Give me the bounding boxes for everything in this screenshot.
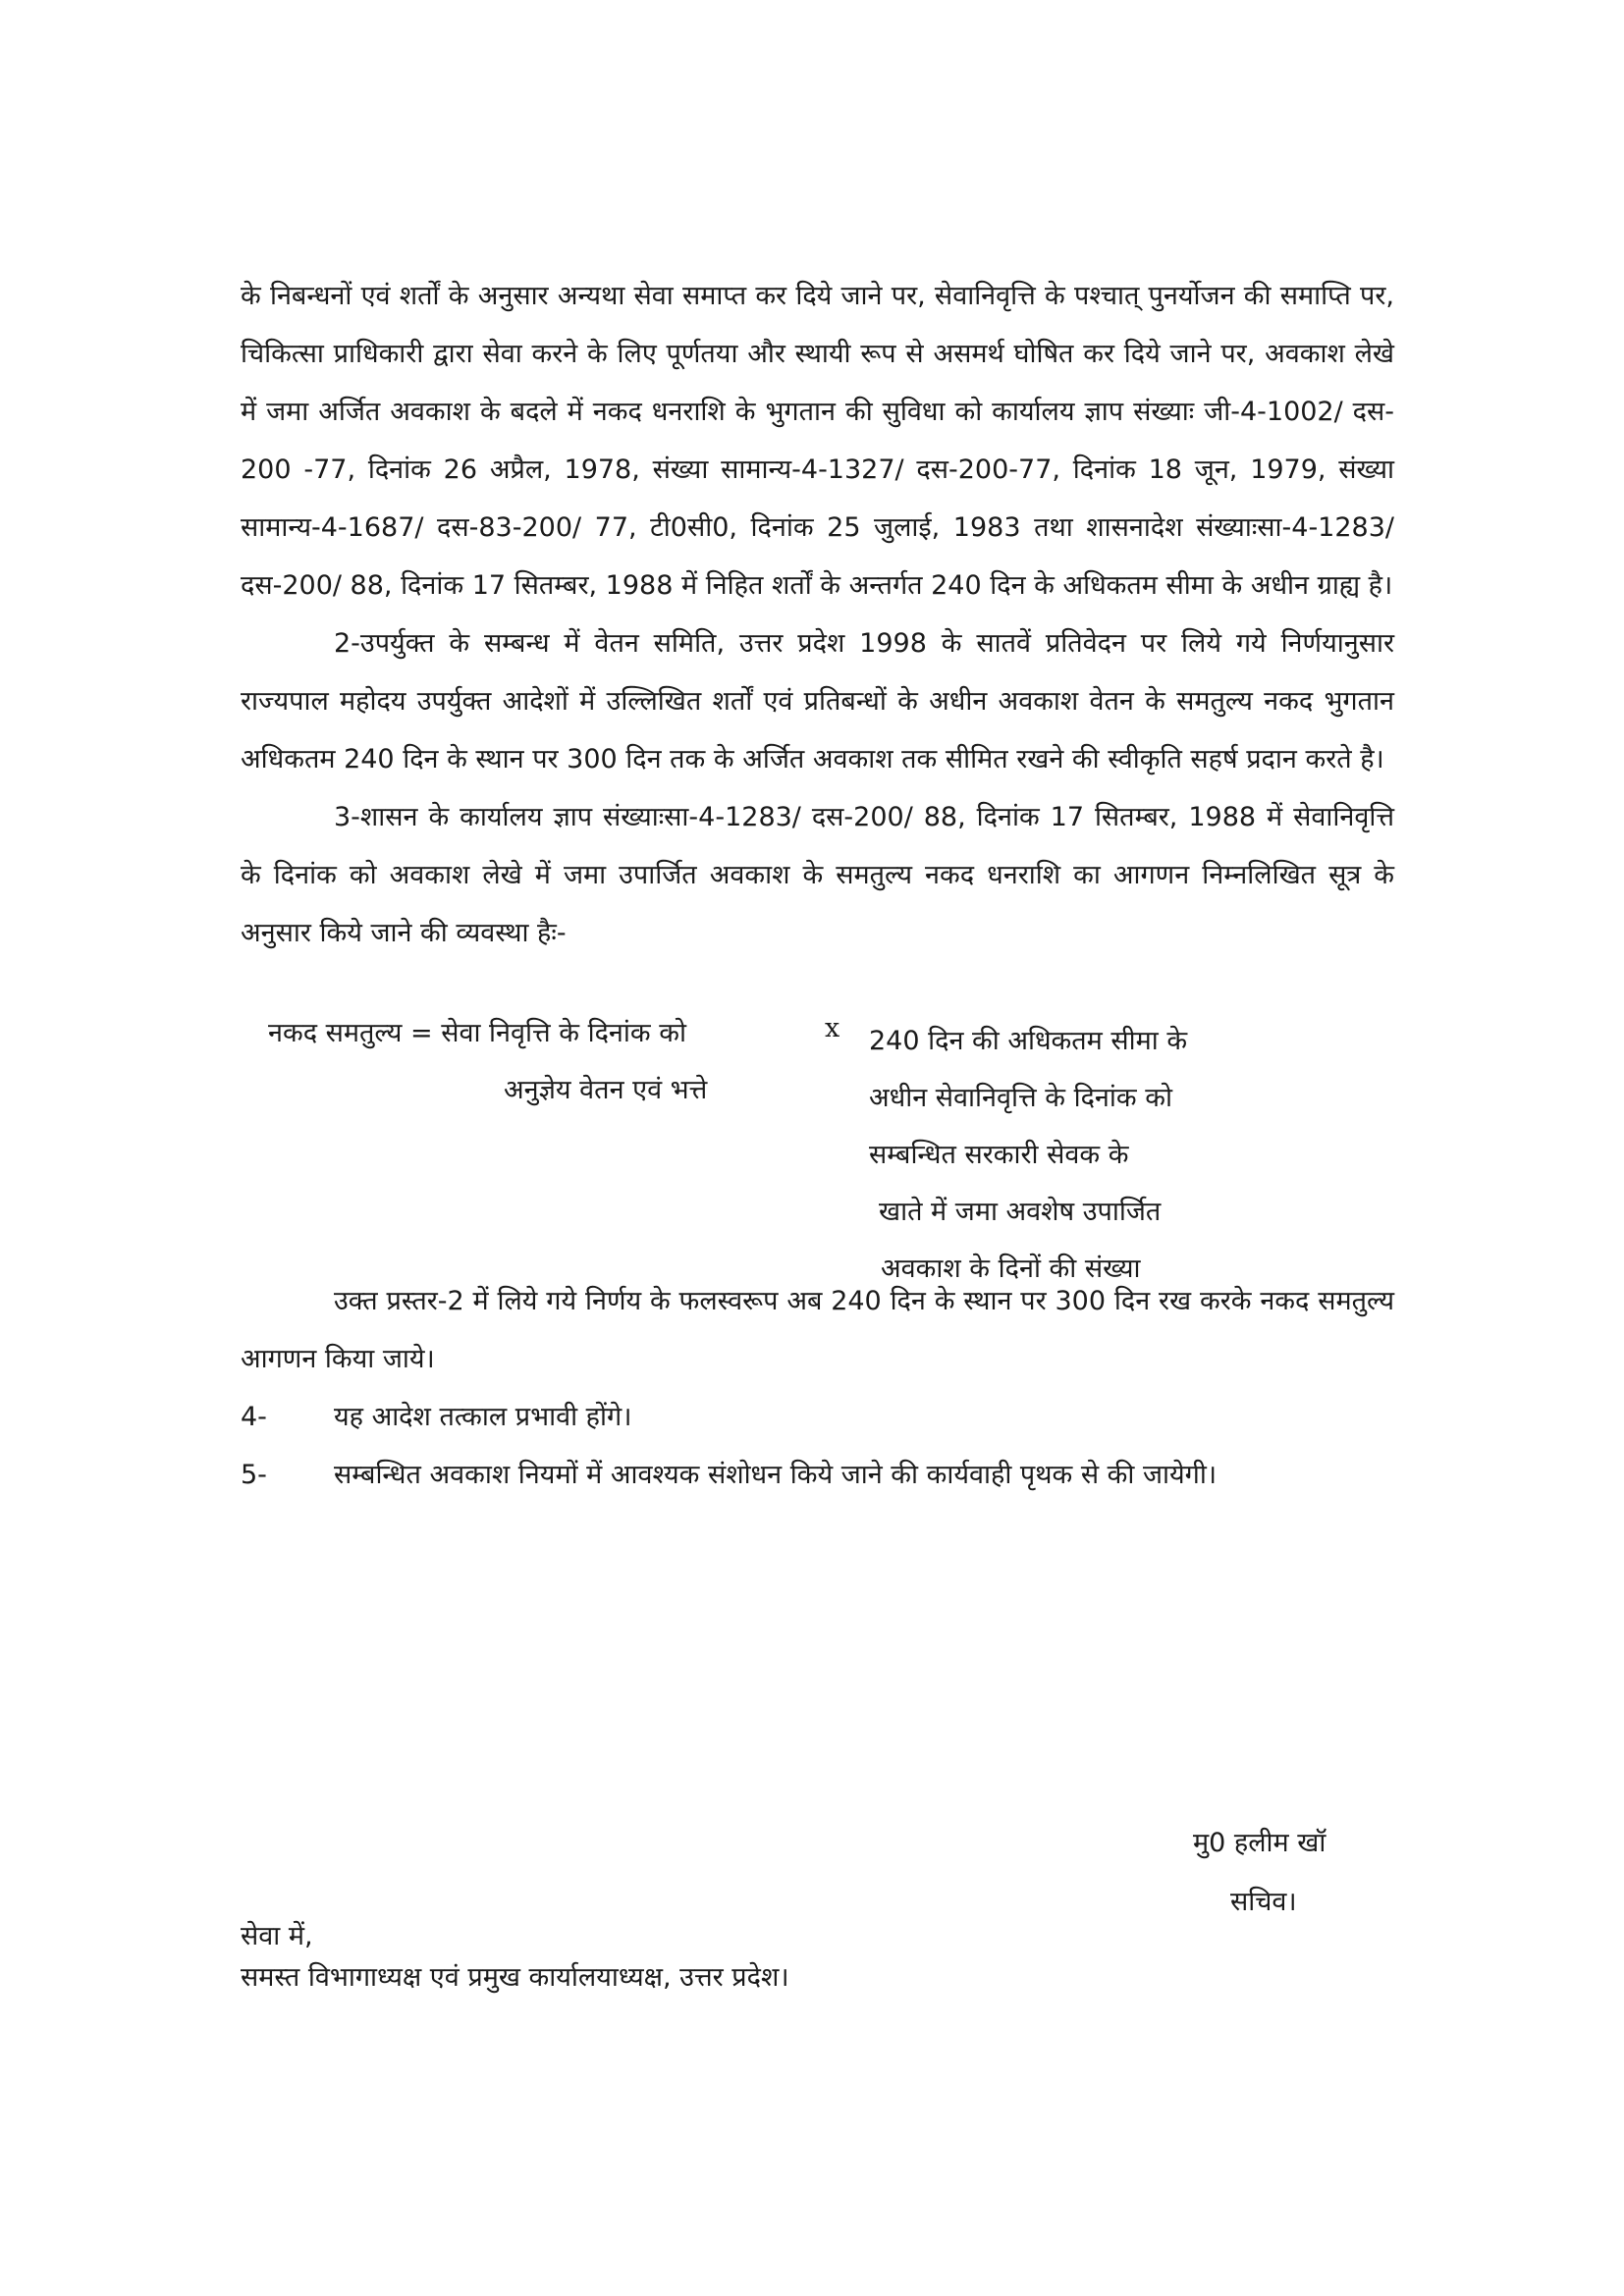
address-salutation: सेवा में,: [241, 1921, 313, 1951]
formula-block: [241, 1005, 1394, 1284]
address-block: [241, 1916, 789, 1999]
item-number: 4-: [241, 1402, 267, 1432]
numbered-item-4: [241, 1388, 1394, 1446]
formula-lhs: नकद समतुल्य = सेवा निवृत्ति के दिनांक को: [268, 1018, 686, 1048]
formula-multiply-operator: x: [825, 1013, 840, 1043]
signature-block: [1193, 1814, 1326, 1932]
signatory-name: मु0 हलीम खॉ: [1193, 1828, 1326, 1858]
address-recipients: समस्त विभागाध्यक्ष एवं प्रमुख कार्यालयाध्यक्ष, उत्तर प्रदेश।: [241, 1962, 789, 1993]
intro-paragraph: के निबन्धनों एवं शर्तों के अनुसार अन्यथा सेवा समाप्त कर दिये जाने पर, सेवानिवृत्ति के पश्चात् पुनर्योजन की समाप्ति पर, चिकित्सा प्राधिकारी द्वारा सेवा करने के लिए पूर्णतया और स्थायी रूप से असमर्थ घोषित कर दिये जाने पर, अवकाश लेखे में जमा अर्जित अवकाश के बदले में नकद धनराशि के भुगतान की सुविधा को कार्यालय ज्ञाप संख्याः जी-4-1002/ दस- 200 -77, दिनांक 26 अप्रैल, 1978, संख्या सामान्य-4-1327/ दस-200-77, दिनांक 18 जून, 1979, संख्या सामान्य-4-1687/ दस-83-200/ 77, टी0सी0, दिनांक 25 जुलाई, 1983 तथा शासनादेश संख्याःसा-4-1283/ दस-200/ 88, दिनांक 17 सितम्बर, 1988 में निहित शर्तों के अन्तर्गत 240 दिन के अधिकतम सीमा के अधीन ग्राह्य है।: [241, 281, 1394, 601]
paragraph-after-formula: उक्त प्रस्तर-2 में लिये गये निर्णय के फलस्वरूप अब 240 दिन के स्थान पर 300 दिन रख करके नकद समतुल्य आगणन किया जाये।: [241, 1286, 1394, 1374]
formula-lhs-line2: अनुज्ञेय वेतन एवं भत्ते: [504, 1075, 708, 1105]
formula-rhs-line: खाते में जमा अवशेष उपार्जित: [879, 1197, 1162, 1227]
formula-rhs-line: सम्बन्धित सरकारी सेवक के: [869, 1140, 1129, 1170]
formula-rhs: [869, 1013, 1187, 1298]
item-text: यह आदेश तत्काल प्रभावी होंगे।: [334, 1402, 632, 1432]
paragraph-3: 3-शासन के कार्यालय ज्ञाप संख्याःसा-4-1283/ दस-200/ 88, दिनांक 17 सितम्बर, 1988 में सेवानिवृत्ति के दिनांक को अवकाश लेखे में जमा उपार्जित अवकाश के समतुल्य नकद धनराशि का आगणन निम्नलिखित सूत्र के अनुसार किये जाने की व्यवस्था हैः-: [241, 802, 1394, 948]
signatory-designation: सचिव।: [1230, 1887, 1297, 1917]
document-body: [241, 267, 1394, 1504]
item-text: सम्बन्धित अवकाश नियमों में आवश्यक संशोधन किये जाने की कार्यवाही पृथक से की जायेगी।: [334, 1460, 1218, 1490]
numbered-item-5: [241, 1446, 1394, 1504]
formula-rhs-line: अधीन सेवानिवृत्ति के दिनांक को: [869, 1083, 1172, 1113]
formula-rhs-line: 240 दिन की अधिकतम सीमा के: [869, 1026, 1188, 1056]
formula-rhs-line: अवकाश के दिनों की संख्या: [881, 1254, 1141, 1284]
item-number: 5-: [241, 1460, 267, 1490]
paragraph-2: 2-उपर्युक्त के सम्बन्ध में वेतन समिति, उत्तर प्रदेश 1998 के सातवें प्रतिवेदन पर लिये गये निर्णयानुसार राज्यपाल महोदय उपर्युक्त आदेशों में उल्लिखित शर्तों एवं प्रतिबन्धों के अधीन अवकाश वेतन के समतुल्य नकद भुगतान अधिकतम 240 दिन के स्थान पर 300 दिन तक के अर्जित अवकाश तक सीमित रखने की स्वीकृति सहर्ष प्रदान करते है।: [241, 628, 1394, 774]
